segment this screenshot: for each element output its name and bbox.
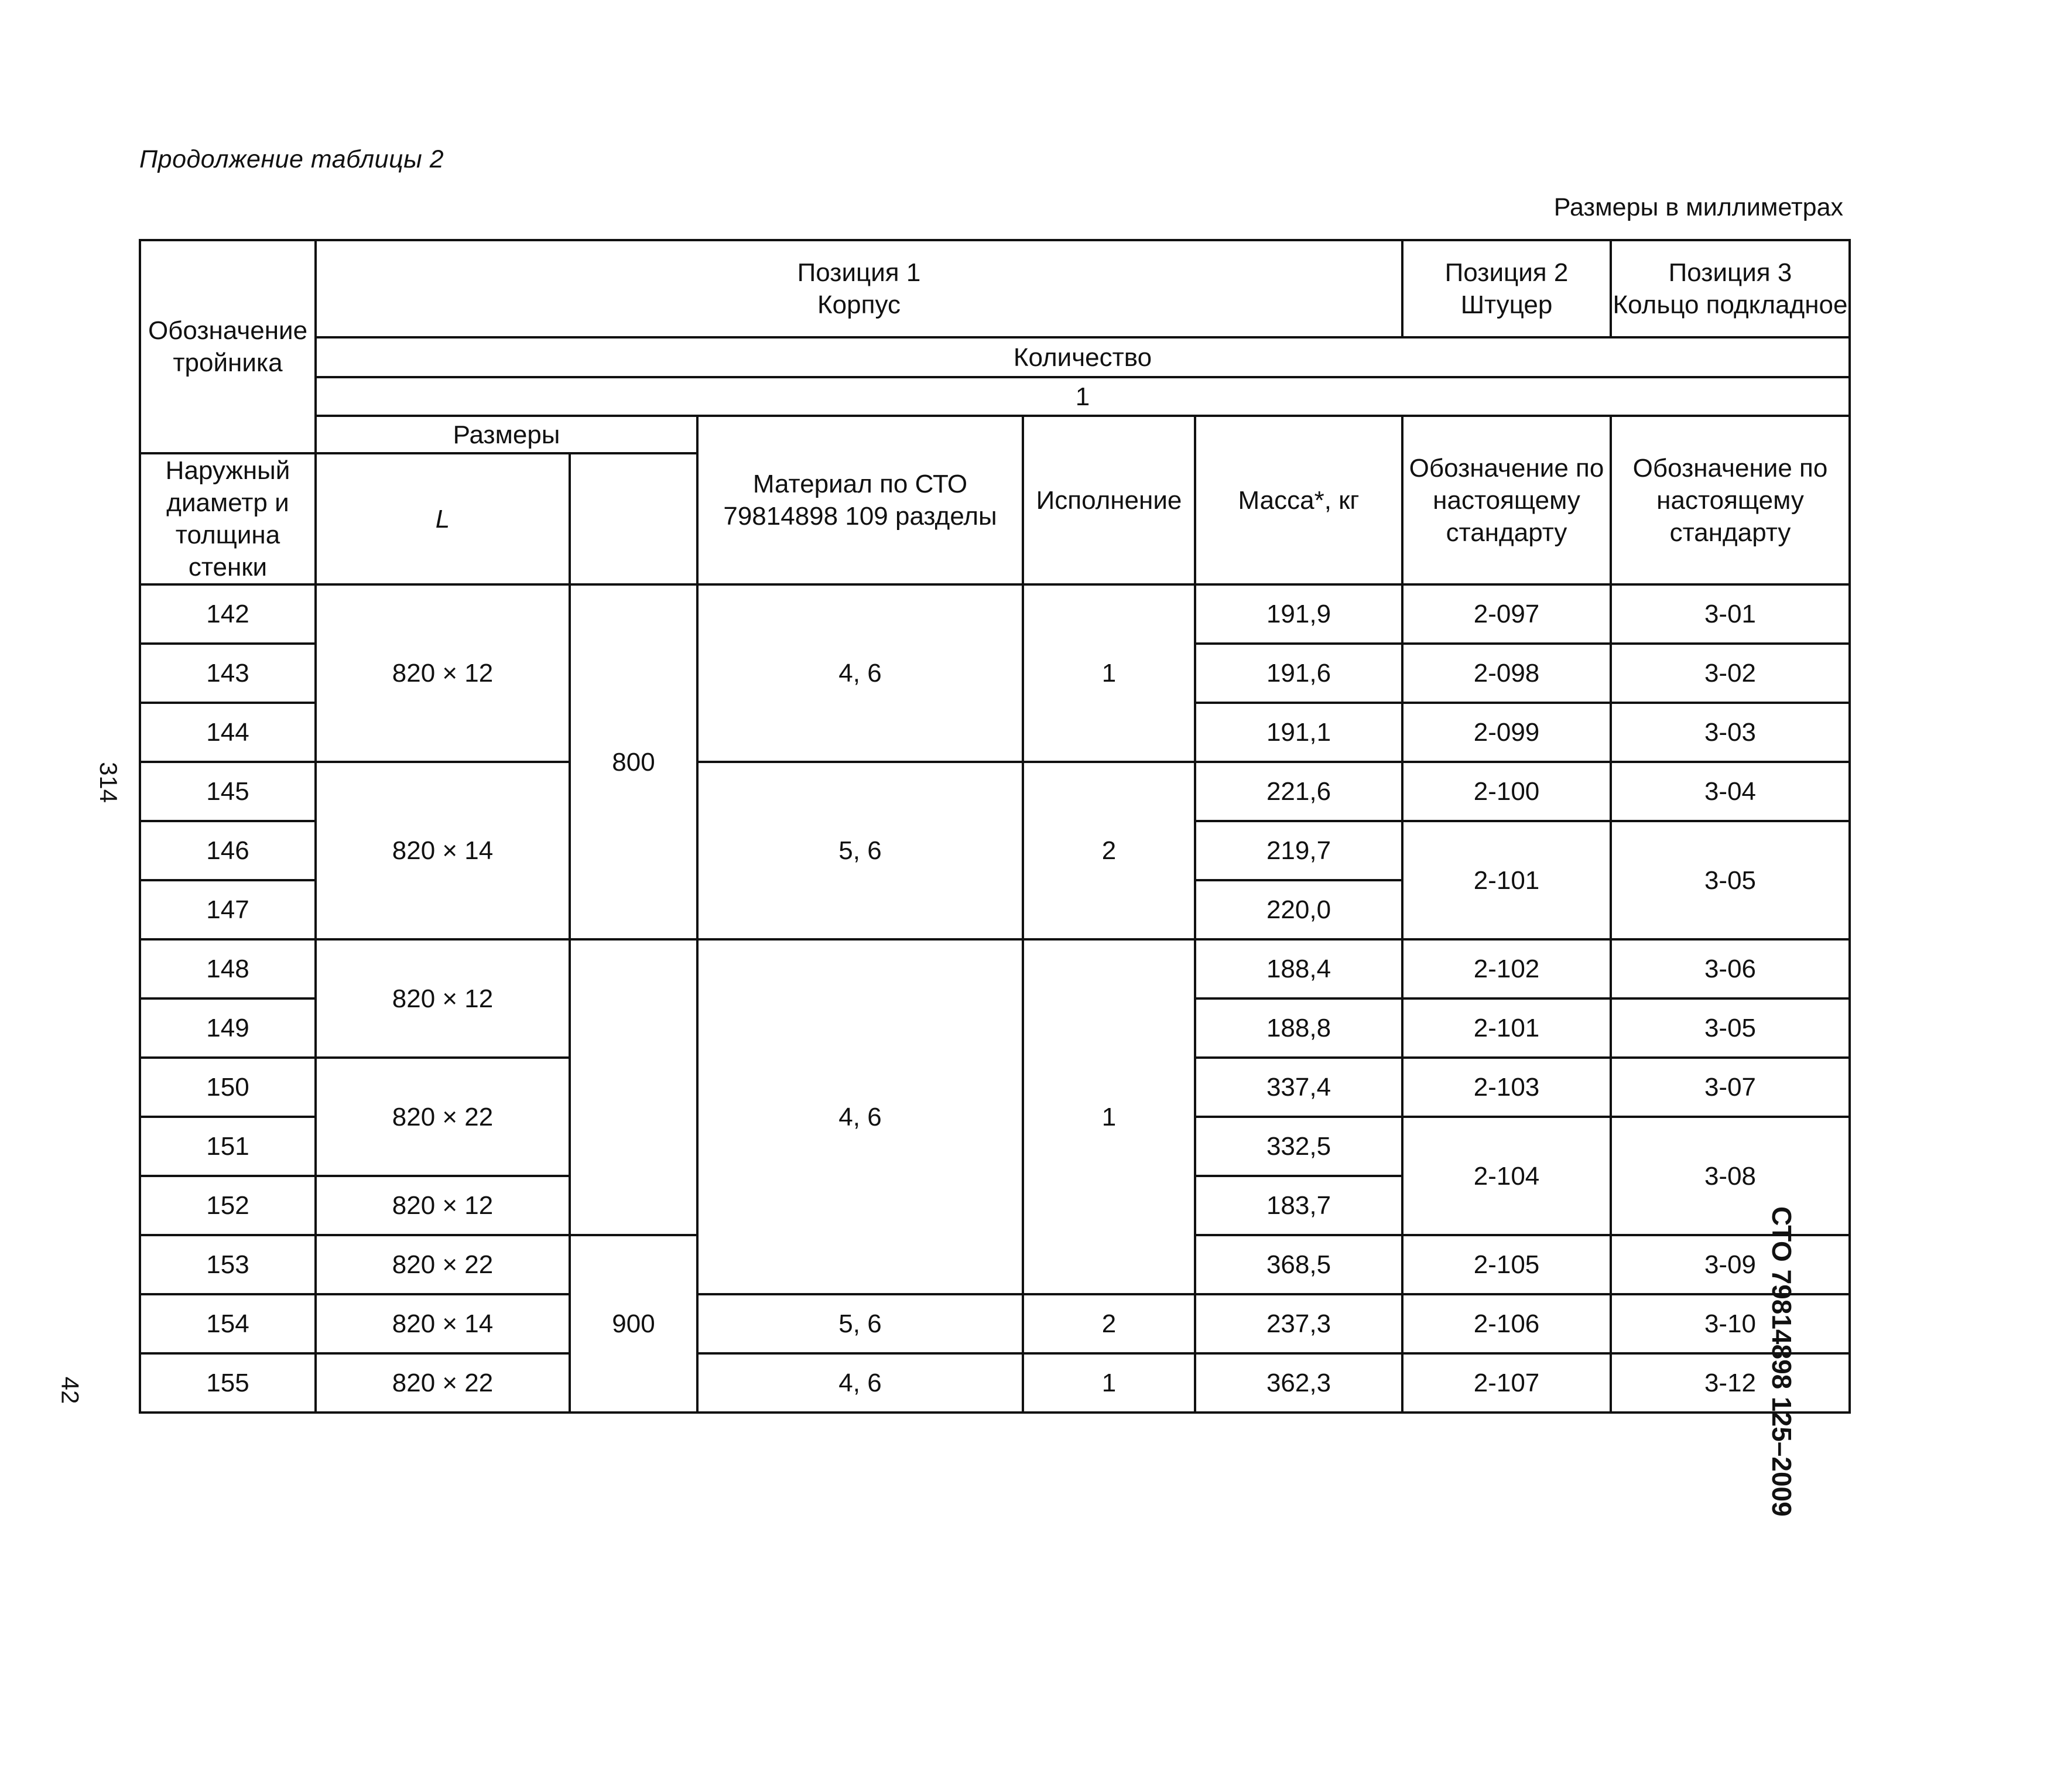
- cell-pos2: 2-102: [1402, 939, 1611, 998]
- cell-mass: 220,0: [1195, 880, 1402, 939]
- cell-length: 900: [570, 1235, 697, 1413]
- cell-pos2: 2-103: [1402, 1058, 1611, 1117]
- cell-execution: 2: [1023, 1294, 1195, 1353]
- cell-diameter: 820 × 12: [316, 939, 570, 1058]
- cell-mass: 188,8: [1195, 998, 1402, 1058]
- header-execution: Исполнение: [1023, 416, 1195, 584]
- cell-pos2: 2-101: [1402, 998, 1611, 1058]
- standard-designation: СТО 79814898 125–2009: [1767, 1206, 1797, 1517]
- cell-pos3: 3-05: [1611, 998, 1850, 1058]
- cell-material: 4, 6: [697, 939, 1023, 1294]
- cell-mass: 221,6: [1195, 762, 1402, 821]
- side-page-number: 314: [95, 761, 123, 803]
- header-designation: Обозначение тройника: [140, 240, 316, 453]
- cell-pos3: 3-07: [1611, 1058, 1850, 1117]
- cell-pos2: 2-100: [1402, 762, 1611, 821]
- cell-id: 150: [140, 1058, 316, 1117]
- cell-material: 4, 6: [697, 584, 1023, 762]
- header-quantity-value: 1: [316, 377, 1850, 416]
- header-quantity: Количество: [316, 337, 1850, 377]
- cell-mass: 191,1: [1195, 703, 1402, 762]
- cell-mass: 337,4: [1195, 1058, 1402, 1117]
- cell-pos3: 3-01: [1611, 584, 1850, 644]
- table-row: [140, 762, 1850, 821]
- cell-mass: 191,9: [1195, 584, 1402, 644]
- cell-id: 147: [140, 880, 316, 939]
- table-row: [140, 1353, 1850, 1413]
- units-note: Размеры в миллиметрах: [1553, 193, 1843, 221]
- cell-mass: 237,3: [1195, 1294, 1402, 1353]
- cell-diameter: 820 × 22: [316, 1058, 570, 1176]
- cell-diameter: 820 × 22: [316, 1353, 570, 1413]
- cell-diameter: 820 × 14: [316, 1294, 570, 1353]
- cell-id: 149: [140, 998, 316, 1058]
- table-row: [140, 939, 1850, 998]
- cell-pos2: 2-106: [1402, 1294, 1611, 1353]
- cell-mass: 191,6: [1195, 644, 1402, 703]
- cell-pos3: 3-04: [1611, 762, 1850, 821]
- cell-mass: 219,7: [1195, 821, 1402, 880]
- cell-mass: 362,3: [1195, 1353, 1402, 1413]
- table-caption: Продолжение таблицы 2: [139, 145, 444, 173]
- cell-mass: 183,7: [1195, 1176, 1402, 1235]
- header-length: L: [316, 453, 570, 584]
- cell-pos2: 2-099: [1402, 703, 1611, 762]
- header-dimensions: Размеры: [316, 416, 697, 453]
- cell-diameter: 820 × 12: [316, 1176, 570, 1235]
- header-material: Материал по СТО 79814898 109 разделы: [697, 416, 1023, 584]
- cell-pos2: 2-107: [1402, 1353, 1611, 1413]
- cell-mass: 368,5: [1195, 1235, 1402, 1294]
- cell-length: 800: [570, 584, 697, 939]
- table-row: [140, 1294, 1850, 1353]
- header-position-3: Позиция 3 Кольцо подкладное: [1611, 240, 1850, 337]
- cell-material: 5, 6: [697, 1294, 1023, 1353]
- cell-id: 144: [140, 703, 316, 762]
- tee-specification-table: [139, 239, 1851, 1414]
- cell-id: 155: [140, 1353, 316, 1413]
- cell-diameter: 820 × 22: [316, 1235, 570, 1294]
- cell-pos3: 3-02: [1611, 644, 1850, 703]
- cell-pos3: 3-05: [1611, 821, 1850, 939]
- header-position-1: Позиция 1 Корпус: [316, 240, 1402, 337]
- cell-id: 152: [140, 1176, 316, 1235]
- header-outer-diameter: Наружный диаметр и толщина стенки: [140, 453, 316, 584]
- cell-mass: 188,4: [1195, 939, 1402, 998]
- table-row: [140, 584, 1850, 644]
- cell-execution: 1: [1023, 584, 1195, 762]
- cell-pos3: 3-03: [1611, 703, 1850, 762]
- cell-pos3: 3-10: [1611, 1294, 1850, 1353]
- cell-mass: 332,5: [1195, 1117, 1402, 1176]
- cell-id: 145: [140, 762, 316, 821]
- cell-pos2: 2-104: [1402, 1117, 1611, 1235]
- cell-pos3: 3-06: [1611, 939, 1850, 998]
- cell-pos2: 2-097: [1402, 584, 1611, 644]
- cell-pos2: 2-098: [1402, 644, 1611, 703]
- header-position-2: Позиция 2 Штуцер: [1402, 240, 1611, 337]
- cell-pos3: 3-08: [1611, 1117, 1850, 1235]
- cell-id: 148: [140, 939, 316, 998]
- cell-id: 142: [140, 584, 316, 644]
- cell-pos3: 3-09: [1611, 1235, 1850, 1294]
- cell-pos2: 2-101: [1402, 821, 1611, 939]
- cell-pos2: 2-105: [1402, 1235, 1611, 1294]
- cell-id: 153: [140, 1235, 316, 1294]
- header-mass: Масса*, кг: [1195, 416, 1402, 584]
- cell-execution: 1: [1023, 1353, 1195, 1413]
- cell-execution: 2: [1023, 762, 1195, 939]
- cell-id: 146: [140, 821, 316, 880]
- bottom-page-number: 42: [56, 1376, 84, 1404]
- cell-diameter: 820 × 12: [316, 584, 570, 762]
- cell-length: [570, 939, 697, 1235]
- cell-material: 5, 6: [697, 762, 1023, 939]
- cell-pos3: 3-12: [1611, 1353, 1850, 1413]
- cell-execution: 1: [1023, 939, 1195, 1294]
- cell-diameter: 820 × 14: [316, 762, 570, 939]
- cell-id: 151: [140, 1117, 316, 1176]
- header-pos3-designation: Обозначение по настоящему стандарту: [1611, 416, 1850, 584]
- header-pos2-designation: Обозначение по настоящему стандарту: [1402, 416, 1611, 584]
- cell-id: 154: [140, 1294, 316, 1353]
- cell-id: 143: [140, 644, 316, 703]
- cell-material: 4, 6: [697, 1353, 1023, 1413]
